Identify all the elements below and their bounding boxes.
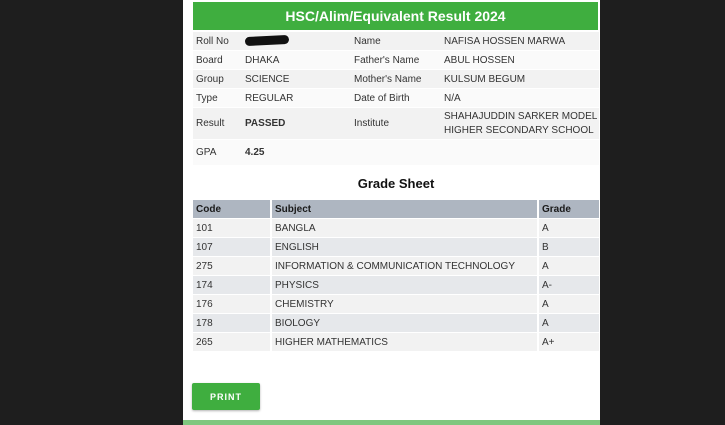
redaction-mark [245,35,289,46]
subject-name: PHYSICS [270,276,537,294]
table-row [193,238,599,256]
mother-name-label: Mother's Name [351,70,441,88]
result-page [183,0,600,425]
grade-table-header [193,200,599,218]
father-name-value: ABUL HOSSEN [441,51,599,69]
dob-label: Date of Birth [351,89,441,107]
subject-grade: B [537,238,599,256]
name-value: NAFISA HOSSEN MARWA [441,32,599,50]
subject-code: 178 [193,314,270,332]
subject-code: 107 [193,238,270,256]
grade-sheet-table [193,199,599,352]
info-row-group [193,70,599,88]
gpa-value: 4.25 [242,140,351,165]
name-label: Name [351,32,441,50]
empty-cell [441,140,599,165]
bottom-accent-bar [183,420,600,425]
subject-name: HIGHER MATHEMATICS [270,333,537,351]
subject-name: INFORMATION & COMMUNICATION TECHNOLOGY [270,257,537,275]
type-value: REGULAR [242,89,351,107]
subject-name: BANGLA [270,219,537,237]
info-row-gpa [193,140,599,165]
institute-value: SHAHAJUDDIN SARKER MODEL HIGHER SECONDARY SCHOOL [441,108,599,139]
table-row [193,314,599,332]
column-header-grade: Grade [537,200,599,218]
subject-name: CHEMISTRY [270,295,537,313]
result-title-banner [193,2,598,30]
roll-value-redacted [242,32,351,50]
subject-code: 265 [193,333,270,351]
table-row [193,333,599,351]
result-value: PASSED [242,108,351,139]
subject-grade: A [537,314,599,332]
result-label: Result [193,108,242,139]
subject-code: 176 [193,295,270,313]
table-row [193,257,599,275]
table-row [193,276,599,294]
board-label: Board [193,51,242,69]
empty-cell [351,140,441,165]
group-value: SCIENCE [242,70,351,88]
subject-code: 275 [193,257,270,275]
table-row [193,295,599,313]
gpa-label: GPA [193,140,242,165]
column-header-subject: Subject [270,200,537,218]
info-row-roll [193,32,599,50]
student-info-table [193,31,599,166]
type-label: Type [193,89,242,107]
group-label: Group [193,70,242,88]
mother-name-value: KULSUM BEGUM [441,70,599,88]
info-row-type [193,89,599,107]
page-title: HSC/Alim/Equivalent Result 2024 [285,8,506,24]
subject-code: 101 [193,219,270,237]
subject-grade: A [537,257,599,275]
subject-name: ENGLISH [270,238,537,256]
father-name-label: Father's Name [351,51,441,69]
info-row-result [193,108,599,139]
subject-grade: A- [537,276,599,294]
table-row [193,219,599,237]
subject-name: BIOLOGY [270,314,537,332]
board-value: DHAKA [242,51,351,69]
roll-label: Roll No [193,32,242,50]
institute-label: Institute [351,108,441,139]
subject-grade: A [537,219,599,237]
print-button[interactable]: PRINT [192,383,260,410]
subject-grade: A+ [537,333,599,351]
subject-grade: A [537,295,599,313]
dob-value: N/A [441,89,599,107]
info-row-board [193,51,599,69]
column-header-code: Code [193,200,270,218]
grade-sheet-title: Grade Sheet [357,176,435,191]
subject-code: 174 [193,276,270,294]
